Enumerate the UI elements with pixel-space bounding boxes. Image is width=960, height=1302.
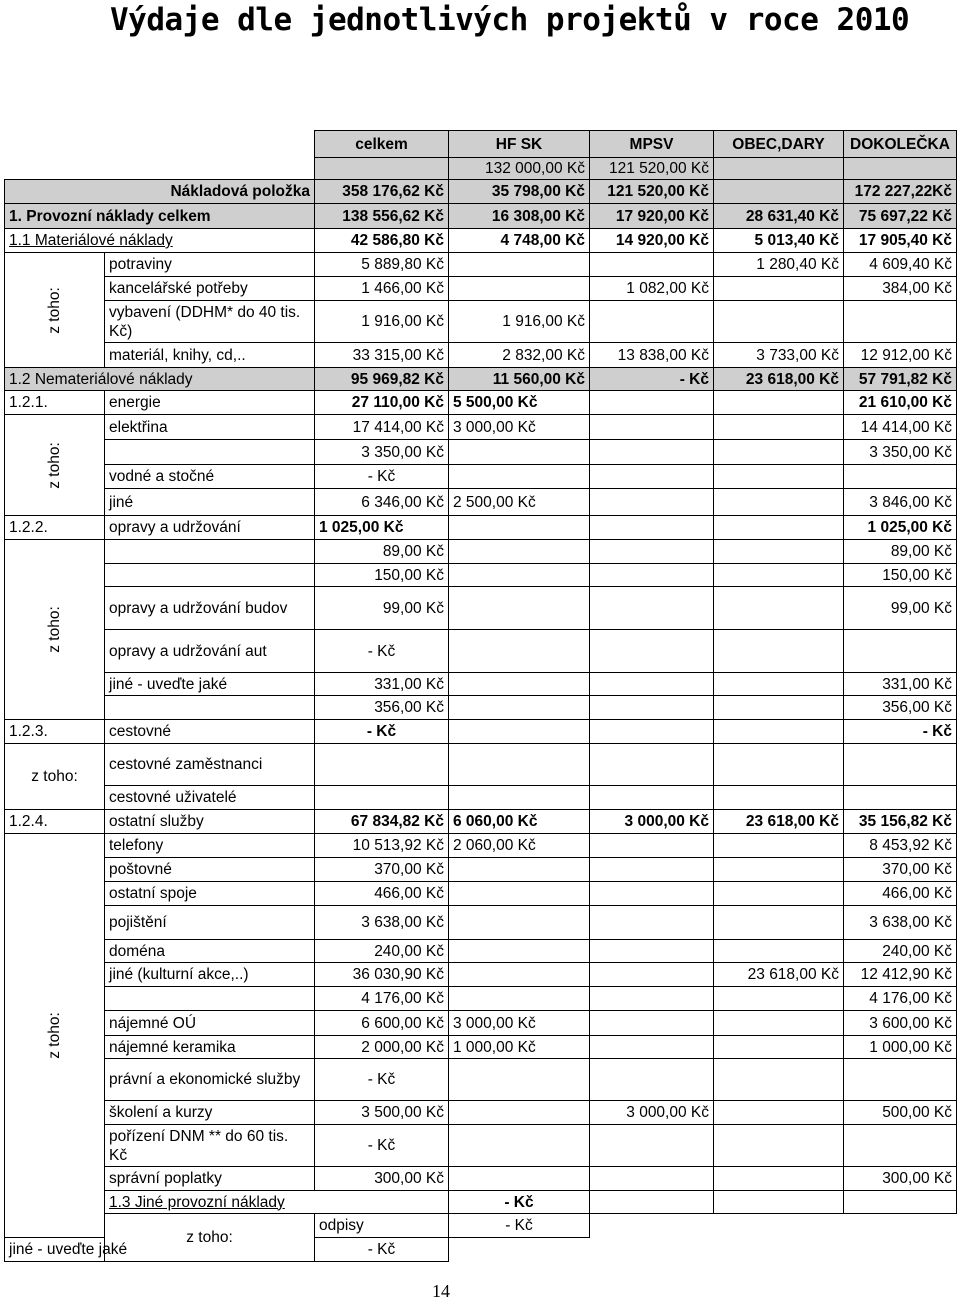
row-provozni: 1. Provozní náklady celkem 138 556,62 Kč 16 308,00 Kč 17 920,00 Kč 28 631,40 Kč 75 697,22 Kč <box>5 204 957 229</box>
col-header-mpsv: MPSV <box>590 131 714 158</box>
row-jine-uvedte: jiné - uveďte jaké - Kč <box>5 1238 957 1262</box>
row-vodne: vodné a stočné - Kč <box>5 465 957 489</box>
row-cestovne: 1.2.3. cestovné - Kč - Kč <box>5 720 957 744</box>
ztoho-3: z toho: <box>5 540 105 720</box>
limits-row <box>5 158 957 180</box>
row-jine-provozni: 1.3 Jiné provozní náklady - Kč <box>5 1191 957 1214</box>
row-vybaveni: vybavení (DDHM* do 40 tis. Kč) 1 916,00 Kč 1 916,00 Kč <box>5 301 957 343</box>
ztoho-6: z toho: <box>105 1214 315 1262</box>
totals-row: Nákladová položka 358 176,62 Kč 35 798,00 Kč 121 520,00 Kč 172 227,22Kč <box>5 180 957 204</box>
row-opr-c: 356,00 Kč 356,00 Kč <box>5 696 957 720</box>
row-cest-zam: z toho: cestovné zaměstnanci <box>5 744 957 786</box>
row-jine1: jiné 6 346,00 Kč 2 500,00 Kč 3 846,00 Kč <box>5 489 957 516</box>
row-kultura: jiné (kulturní akce,..) 36 030,90 Kč 23 618,00 Kč 12 412,90 Kč <box>5 963 957 987</box>
col-header-hfsk: HF SK <box>449 131 590 158</box>
row-pravni: právní a ekonomické služby - Kč <box>5 1059 957 1101</box>
row-najem-ou: nájemné OÚ 6 600,00 Kč 3 000,00 Kč 3 600,00 Kč <box>5 1011 957 1036</box>
ztoho-5: z toho: <box>5 834 105 1238</box>
row-domena: doména 240,00 Kč 240,00 Kč <box>5 940 957 963</box>
row-dnm: pořízení DNM ** do 60 tis. Kč - Kč <box>5 1125 957 1167</box>
row-kancelar: kancelářské potřeby 1 466,00 Kč 1 082,00 Kč 384,00 Kč <box>5 277 957 301</box>
limit-mpsv: 121 520,00 Kč <box>590 158 714 180</box>
row-opr-a: z toho: 89,00 Kč 89,00 Kč <box>5 540 957 564</box>
row-ost-a: 4 176,00 Kč 4 176,00 Kč <box>5 987 957 1011</box>
row-spoje: ostatní spoje 466,00 Kč 466,00 Kč <box>5 882 957 906</box>
header-row <box>5 131 957 158</box>
row-elektrina: z toho: elektřina 17 414,00 Kč 3 000,00 Kč 14 414,00 Kč <box>5 415 957 440</box>
page-title: Výdaje dle jednotlivých projektů v roce 2010 <box>110 2 910 38</box>
row-opravy: 1.2.2. opravy a udržování 1 025,00 Kč 1 025,00 Kč <box>5 516 957 540</box>
row-nematerialove: 1.2 Nemateriálové náklady 95 969,82 Kč 11 560,00 Kč - Kč 23 618,00 Kč 57 791,82 Kč <box>5 368 957 391</box>
row-plyn: 3 350,00 Kč 3 350,00 Kč <box>5 440 957 465</box>
row-skoleni: školení a kurzy 3 500,00 Kč 3 000,00 Kč 500,00 Kč <box>5 1101 957 1125</box>
row-cest-uz: cestovné uživatelé <box>5 786 957 810</box>
col-header-celkem: celkem <box>315 131 449 158</box>
row-opr-aut: opravy a udržování aut - Kč <box>5 630 957 673</box>
ztoho-4: z toho: <box>5 744 105 810</box>
expense-table <box>4 130 957 1262</box>
row-odpisy: z toho: odpisy - Kč <box>5 1214 957 1238</box>
item-label: Nákladová položka <box>5 180 315 204</box>
page-number: 14 <box>432 1281 450 1301</box>
row-opr-b: 150,00 Kč 150,00 Kč <box>5 564 957 587</box>
row-pojisteni: pojištění 3 638,00 Kč 3 638,00 Kč <box>5 906 957 940</box>
row-opr-budov: opravy a udržování budov 99,00 Kč 99,00 Kč <box>5 587 957 630</box>
row-ostatni-sluzby: 1.2.4. ostatní služby 67 834,82 Kč 6 060,00 Kč 3 000,00 Kč 23 618,00 Kč 35 156,82 Kč <box>5 810 957 834</box>
col-header-obec: OBEC,DARY <box>714 131 844 158</box>
row-opr-jine: jiné - uveďte jaké 331,00 Kč 331,00 Kč <box>5 673 957 696</box>
ztoho-2: z toho: <box>5 415 105 516</box>
limit-hfsk: 132 000,00 Kč <box>449 158 590 180</box>
ztoho-1: z toho: <box>5 253 105 368</box>
row-energie: 1.2.1. energie 27 110,00 Kč 5 500,00 Kč 21 610,00 Kč <box>5 391 957 415</box>
col-header-dokolecka: DOKOLEČKA <box>844 131 957 158</box>
row-postovne: poštovné 370,00 Kč 370,00 Kč <box>5 858 957 882</box>
row-najem-ker: nájemné keramika 2 000,00 Kč 1 000,00 Kč 1 000,00 Kč <box>5 1036 957 1059</box>
row-telefony: z toho: telefony 10 513,92 Kč 2 060,00 Kč 8 453,92 Kč <box>5 834 957 858</box>
row-material: materiál, knihy, cd,.. 33 315,00 Kč 2 832,00 Kč 13 838,00 Kč 3 733,00 Kč 12 912,00 Kč <box>5 343 957 368</box>
row-spravni: správní poplatky 300,00 Kč 300,00 Kč <box>5 1167 957 1191</box>
row-materialove: 1.1 Materiálové náklady 42 586,80 Kč 4 748,00 Kč 14 920,00 Kč 5 013,40 Kč 17 905,40 Kč <box>5 229 957 253</box>
row-potraviny: z toho: potraviny 5 889,80 Kč 1 280,40 Kč 4 609,40 Kč <box>5 253 957 277</box>
